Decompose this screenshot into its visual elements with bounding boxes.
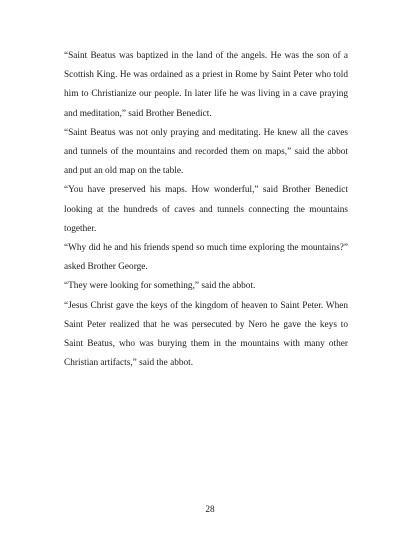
paragraph: “Why did he and his friends spend so much time exploring the mountains?” asked Brother George. xyxy=(64,243,348,273)
body-text xyxy=(64,47,348,373)
paragraph: “Saint Beatus was baptized in the land of the angels. He was the son of a Scottish King. He was ordained as a priest in Rome by Saint Peter who told him to Christianize our people. In later life he was living in a cave praying and meditation,” said Brother Benedict. xyxy=(64,51,348,119)
paragraph: “They were looking for something,” said the abbot. xyxy=(64,281,256,292)
paragraph: “You have preserved his maps. How wonderful,” said Brother Benedict looking at the hundreds of caves and tunnels connecting the mountains together. xyxy=(64,185,348,234)
page-number: 28 xyxy=(205,505,215,515)
paragraph: “Jesus Christ gave the keys of the kingdom of heaven to Saint Peter. When Saint Peter realized that he was persecuted by Nero he gave the keys to Saint Beatus, who was burying them in the mountains with many other Christian artifacts,” said the abbot. xyxy=(64,300,348,369)
paragraph: “Saint Beatus was not only praying and meditating. He knew all the caves and tunnels of the mountains and recorded them on maps,” said the abbot and put an old map on the table. xyxy=(64,127,348,177)
